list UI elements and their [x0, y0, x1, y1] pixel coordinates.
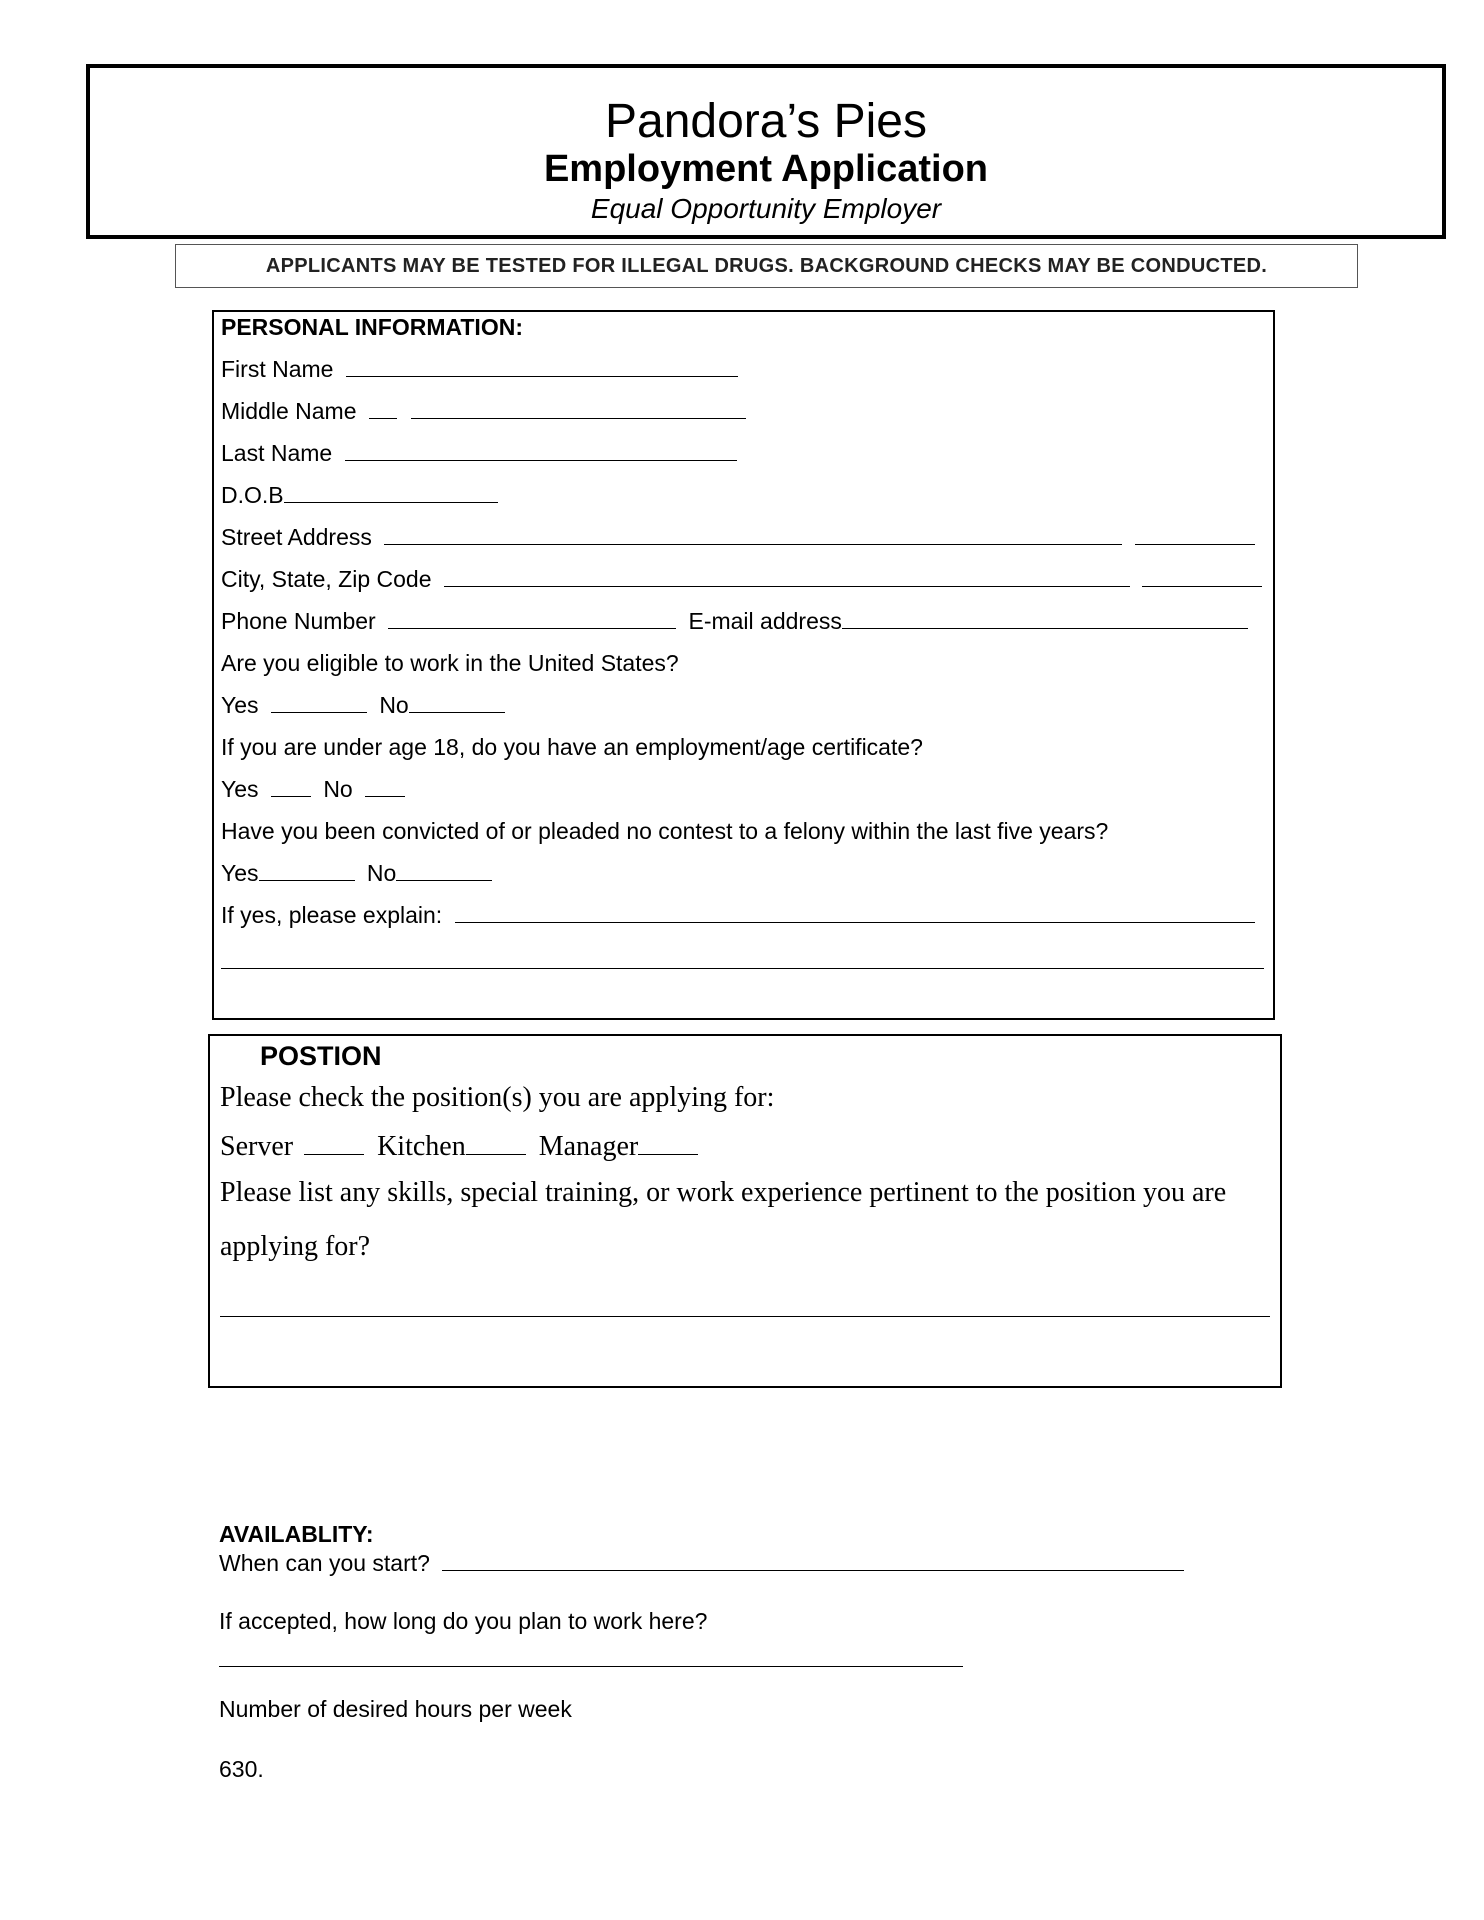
eligible-yes-label: Yes [221, 692, 259, 718]
street-address-label: Street Address [221, 524, 372, 550]
dob-field[interactable] [284, 482, 498, 503]
position-heading: POSTION [260, 1041, 382, 1071]
felony-yes-field[interactable] [259, 860, 355, 881]
dob-row [221, 482, 498, 509]
middle-name-row [221, 398, 746, 425]
eligible-no-field[interactable] [409, 692, 505, 713]
skills-answer-field[interactable] [220, 1316, 1270, 1317]
city-state-zip-field[interactable] [444, 566, 1130, 587]
under18-no-field[interactable] [365, 776, 405, 797]
middle-initial-field[interactable] [369, 398, 397, 419]
explain-field[interactable] [455, 902, 1255, 923]
personal-information-section [212, 310, 1275, 1020]
felony-no-field[interactable] [396, 860, 492, 881]
eligible-yes-field[interactable] [271, 692, 367, 713]
start-date-label: When can you start? [219, 1550, 430, 1576]
hours-value: 630. [219, 1756, 264, 1782]
last-name-row [221, 440, 737, 467]
email-label: E-mail address [688, 608, 842, 634]
email-field[interactable] [842, 608, 1248, 629]
city-state-zip-row [221, 566, 1262, 593]
eligible-answer-row [221, 692, 505, 719]
felony-no-label: No [366, 860, 397, 886]
duration-question: If accepted, how long do you plan to work here? [219, 1608, 708, 1634]
position-section [208, 1034, 1282, 1388]
explain-field-line-2[interactable] [221, 968, 1264, 969]
dob-label: D.O.B [221, 482, 284, 508]
city-state-zip-extra-field[interactable] [1142, 566, 1262, 587]
start-date-row [219, 1550, 1184, 1577]
header-box [86, 64, 1446, 239]
manager-label: Manager [538, 1131, 639, 1162]
street-address-unit-field[interactable] [1135, 524, 1255, 545]
position-options-row [220, 1130, 698, 1163]
personal-info-heading: PERSONAL INFORMATION: [221, 314, 523, 340]
last-name-label: Last Name [221, 440, 333, 466]
under18-question: If you are under age 18, do you have an employment/age certificate? [221, 734, 923, 760]
explain-row [221, 902, 1255, 929]
phone-field[interactable] [388, 608, 676, 629]
under18-no-label: No [323, 776, 353, 802]
availability-heading: AVAILABLITY: [219, 1521, 374, 1547]
kitchen-checkbox-field[interactable] [466, 1130, 526, 1155]
document-title: Employment Application [543, 148, 989, 190]
position-check-prompt: Please check the position(s) you are applying for: [220, 1082, 775, 1113]
hours-question: Number of desired hours per week [219, 1696, 572, 1722]
felony-question: Have you been convicted of or pleaded no contest to a felony within the last five years? [221, 818, 1109, 844]
under18-yes-field[interactable] [271, 776, 311, 797]
felony-answer-row [221, 860, 492, 887]
start-date-field[interactable] [442, 1550, 1184, 1571]
phone-label: Phone Number [221, 608, 376, 634]
kitchen-label: Kitchen [377, 1131, 466, 1162]
felony-yes-label: Yes [221, 860, 259, 886]
eligible-no-label: No [379, 692, 409, 718]
skills-prompt-line-2: applying for? [220, 1231, 371, 1262]
contact-row [221, 608, 1248, 635]
eligible-question: Are you eligible to work in the United States? [221, 650, 679, 676]
first-name-row [221, 356, 738, 383]
skills-prompt-line-1: Please list any skills, special training, or work experience pertinent to the position you are [220, 1177, 1227, 1208]
last-name-field[interactable] [345, 440, 737, 461]
server-label: Server [220, 1131, 294, 1162]
explain-label: If yes, please explain: [221, 902, 443, 928]
street-address-row [221, 524, 1255, 551]
duration-field[interactable] [219, 1666, 963, 1667]
middle-name-field[interactable] [411, 398, 746, 419]
document-subtitle: Equal Opportunity Employer [590, 193, 942, 224]
server-checkbox-field[interactable] [304, 1130, 364, 1155]
under18-answer-row [221, 776, 405, 803]
drug-test-notice: APPLICANTS MAY BE TESTED FOR ILLEGAL DRUGS. BACKGROUND CHECKS MAY BE CONDUCTED. [175, 244, 1358, 288]
first-name-label: First Name [221, 356, 334, 382]
first-name-field[interactable] [346, 356, 738, 377]
manager-checkbox-field[interactable] [638, 1130, 698, 1155]
under18-yes-label: Yes [221, 776, 259, 802]
middle-name-label: Middle Name [221, 398, 357, 424]
company-name: Pandora’s Pies [605, 95, 927, 148]
street-address-field[interactable] [384, 524, 1122, 545]
city-state-zip-label: City, State, Zip Code [221, 566, 432, 592]
